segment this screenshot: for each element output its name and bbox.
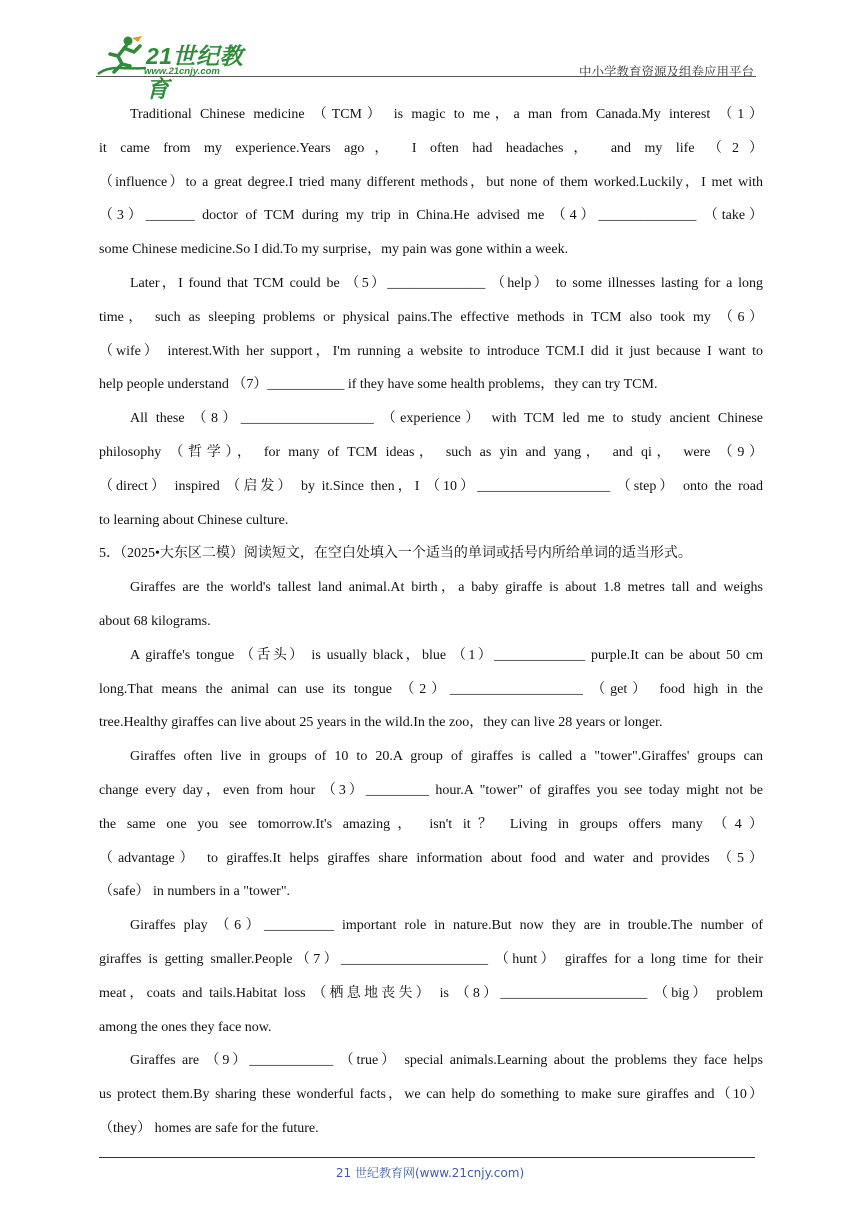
footer-divider [99,1157,755,1158]
text-line: Giraffes play （6）__________ important role in nature.But now they are in trouble.The number of [130,918,763,934]
text-line: （they） homes are safe for the future. [99,1120,319,1136]
text-line: （safe） in numbers in a "tower". [99,884,291,900]
text-line: Giraffes often live in groups of 10 to 20.A group of giraffes is called a "tower".Giraffes' groups can [130,749,763,765]
text-line: Later，I found that TCM could be （5）______________ （help） to some illnesses lasting for a long [130,275,763,291]
text-line: to learning about Chinese culture. [99,512,289,528]
text-line: long.That means the animal can use its tongue （2）___________________ （get） food high in the [99,681,763,697]
text-line: Traditional Chinese medicine （TCM） is magic to me，a man from Canada.My interest （1） [130,107,763,122]
text-line: A giraffe's tongue （舌头） is usually black，blue （1）_____________ purple.It can be about 50 cm [130,647,763,663]
text-line: some Chinese medicine.So I did.To my surprise，my pain was gone within a week. [99,242,569,258]
text-line: the same one you see tomorrow.It's amazing， isn't it？ Living in groups offers many （4） [99,816,763,832]
header-tagline: 中小学教育资源及组卷应用平台 [578,64,754,79]
document-body [99,98,763,1146]
text-line: All these （8）___________________ （experience） with TCM led me to study ancient Chinese [130,411,763,427]
text-line: time， such as sleeping problems or physical pains.The effective methods in TCM also took my （6） [99,309,763,325]
text-line: （direct） inspired （启发） by it.Since then，I （10）___________________ （step） onto the road [99,478,763,494]
header-divider [96,76,756,77]
text-line: （3）_______ doctor of TCM during my trip in China.He advised me （4）______________ （take） [99,208,763,224]
text-line: giraffes is getting smaller.People（7）_____________________ （hunt） giraffes for a long time for their [99,951,763,967]
text-line: Giraffes are the world's tallest land animal.At birth，a baby giraffe is about 1.8 metres tall and weighs [130,580,763,596]
running-figure-icon [96,34,148,78]
logo-url: www.21cnjy.com [144,66,220,77]
text-line: tree.Healthy giraffes can live about 25 years in the wild.In the zoo，they can live 28 years or longer. [99,715,663,731]
text-line: （wife） interest.With her support，I'm running a website to introduce TCM.I did it just because I want to [99,343,763,359]
logo-text: 21世纪教育 [146,43,244,102]
text-line: us protect them.By sharing these wonderful facts，we can help do something to make sure giraffes and（10） [99,1087,763,1103]
text-line: （influence）to a great degree.I tried many different methods，but none of them worked.Luckily，I met with [99,174,763,190]
text-line: help people understand （7）___________ if they have some health problems，they can try TCM. [99,377,658,393]
page-header [96,34,760,102]
text-line: change every day，even from hour （3）_________ hour.A "tower" of giraffes you see today might not be [99,782,763,798]
text-line: （advantage） to giraffes.It helps giraffes share information about food and water and provides （5） [99,850,763,866]
text-line: 5．（2025•大东区二模）阅读短文，在空白处填入一个适当的单词或括号内所给单词的适当形式。 [99,546,692,562]
text-line: meat，coats and tails.Habitat loss （栖息地丧失） is （8）_____________________ （big） problem [99,985,763,1001]
text-line: about 68 kilograms. [99,613,211,629]
site-logo[interactable] [96,34,266,102]
text-line: among the ones they face now. [99,1019,272,1035]
text-line: philosophy （哲学）， for many of TCM ideas， such as yin and yang， and qi， were （9） [99,444,763,460]
page-footer[interactable]: 21 世纪教育网(www.21cnjy.com) [335,1166,525,1180]
text-line: Giraffes are （9）____________ （true） special animals.Learning about the problems they face helps [130,1053,763,1069]
text-line: it came from my experience.Years ago， I often had headaches， and my life （2） [99,140,763,156]
